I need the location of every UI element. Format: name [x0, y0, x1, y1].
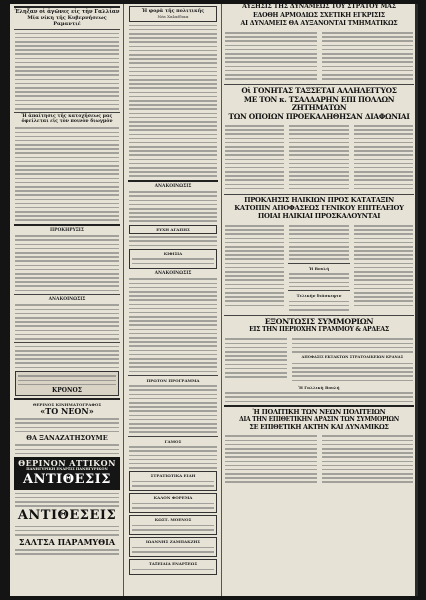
ad-text — [14, 444, 120, 454]
divider — [128, 436, 218, 437]
subcolumn — [291, 336, 414, 384]
notice-body — [14, 235, 120, 291]
bottom-headline-2: ΔΙΑ ΤΗΝ ΕΠΙΘΕΤΙΚΗΝ ΔΡΑΣΙΝ ΤΩΝ ΣΥΜΜΟΡΙΩΝ — [239, 415, 399, 423]
article-body — [288, 122, 349, 192]
column-right — [224, 4, 414, 596]
article-body — [224, 336, 288, 384]
ad-kronos — [15, 371, 119, 396]
bottom-headline-1: Ἡ ΠΟΛΙΤΙΚΗ ΤΩΝ ΝΕΩΝ ΠΟΛΙΤΕΙΩΝ — [252, 407, 386, 416]
article-body — [224, 433, 318, 486]
divider — [224, 84, 414, 85]
program-title: ΠΡΩΤΟΝ ΠΡΟΓΡΑΜΜΑ — [146, 377, 200, 383]
subcolumn — [288, 222, 349, 313]
notice-body — [128, 191, 218, 222]
article-row — [224, 122, 414, 192]
mid-headline-1: ΠΡΟΚΛΗΣΙΣ ΗΛΙΚΙΩΝ ΠΡΟΣ ΚΑΤΑΤΑΞΙΝ — [244, 196, 394, 204]
cinema-name: «ΤΟ ΝΕΟΝ» — [40, 406, 94, 417]
divider — [224, 315, 414, 316]
subcolumn — [353, 222, 414, 313]
column-rule — [123, 4, 124, 596]
divider — [14, 342, 120, 343]
ad-moenos-title: ΚΩΣΤ. ΜΟΕΝΟΣ — [154, 517, 192, 523]
article-body — [224, 225, 285, 306]
ad-stratiotika-title: ΣΤΡΑΤΙΩΤΙΚΑ ΕΙΔΗ — [150, 473, 196, 479]
ad-text — [131, 547, 215, 553]
ad-text — [131, 503, 215, 509]
kronos-logo: ΚΡΟΝΟΣ — [52, 387, 82, 395]
divider — [14, 398, 120, 400]
article-body — [321, 433, 415, 486]
banner-headline-2: ΕΔΟΘΗ ΑΡΜΟΔΙΩΣ ΣΧΕΤΙΚΗ ΕΓΚΡΙΣΙΣ — [253, 11, 385, 19]
article-body — [224, 392, 414, 402]
theatre-subtitle: ΠΑΝΗΓΥΡΙΚΗ ΕΝΑΡΞΙΣ ΠΑΝΗΓΥΡΙΚΟΝ — [26, 467, 108, 472]
ad-kifisia-title: ΚΙΦΙΣΙΑ — [163, 250, 183, 256]
divider — [288, 290, 349, 291]
cinema-subheadline: ΘΑ ΞΑΝΑΖΑΤΗΣΟΥΜΕ — [26, 434, 108, 443]
article-body — [291, 338, 414, 352]
box-title: Ἡ φορὰ τῆς πολιτικῆς — [141, 8, 205, 14]
ad-text — [131, 481, 215, 487]
article-body — [288, 225, 349, 260]
ad-text — [14, 526, 120, 536]
article-row — [224, 336, 414, 384]
ad-evxi-title: ΕΥΧΗ ΑΓΑΠΗΣ — [156, 226, 190, 232]
divider — [128, 180, 218, 182]
lead-headline-2: ΜΕ ΤΟΝ κ. ΤΣΑΛΔΑΡΗΝ ΕΠΙ ΠΟΛΛΩΝ ΖΗΤΗΜΑΤΩΝ — [243, 95, 395, 112]
ad-zampakzis-title: ΙΩΑΝΝΗΣ ΖΑΜΠΑΚΖΗΣ — [145, 539, 201, 545]
section-anakoinoseis-2: ΑΝΑΚΟΙΝΩΣΙΣ — [154, 270, 192, 276]
ad-taxeidia-title: ΤΑΞΕΙΔΙΑ ΕΝΑΡΞΕΩΣ — [148, 561, 198, 567]
article-row — [224, 433, 414, 486]
article-body — [128, 25, 218, 177]
jarn-headline-2: ΕΙΣ ΤΗΝ ΠΕΡΙΟΧΗΝ ΓΡΑΜΜΟΥ & ΑΡΔΕΑΣ — [249, 326, 389, 334]
article-body — [224, 30, 318, 83]
divider — [14, 294, 120, 295]
ad-text — [131, 569, 215, 571]
notice-body — [128, 385, 218, 433]
ad-stratiotika — [129, 471, 217, 491]
banner-headline-3: ΑΙ ΔΥΝΑΜΕΙΣ ΘΑ ΑΥΞΑΝΟΝΤΑΙ ΤΜΗΜΑΤΙΚΩΣ — [240, 20, 398, 27]
section-prokiriksis: ΠΡΟΚΗΡΥΞΙΣ — [50, 227, 84, 233]
ad-taxeidia — [129, 559, 217, 575]
divider — [14, 112, 120, 113]
section-anakoinosis: ΑΝΑΚΟΙΝΩΣΙΣ — [48, 296, 86, 302]
divider — [224, 405, 414, 407]
gamos-title: ΓΑΜΟΣ — [164, 438, 182, 444]
ad-text — [14, 493, 120, 507]
article-body — [14, 33, 120, 110]
headline-persecution: Ἡ ἀπαίτησις τῆς κατοχῆσεως μας ὀφείλεται εἰς τὸν ποινὸν διωγμόν — [21, 114, 113, 124]
subcolumn — [224, 222, 285, 313]
notice-body — [128, 236, 218, 246]
theatre-title: ΘΕΡΙΝΟΝ ΑΤΤΙΚΟΝ — [18, 458, 116, 469]
article-body — [353, 122, 414, 192]
divider — [14, 224, 120, 226]
ad-text — [17, 375, 117, 385]
top-rule — [14, 6, 120, 8]
subbox-vouli: Ἡ Βουλή — [308, 265, 330, 271]
divider — [14, 29, 120, 30]
page-edge — [415, 4, 418, 596]
column-left — [14, 4, 120, 596]
ad-kifisia — [129, 249, 217, 269]
article-row — [224, 30, 414, 83]
box-subtitle: Νέα Χαλκίδικα — [157, 14, 189, 20]
mid-headline-2: ΚΑΤΟΠΙΝ ΑΠΟΦΑΣΕΩΣ ΓΕΝΙΚΟΥ ΕΠΙΤΕΛΕΙΟΥ — [234, 204, 404, 213]
ad-text — [14, 549, 120, 555]
article-body — [321, 30, 415, 83]
divider — [288, 263, 349, 264]
headline-victory: Μία νίκη τῆς Κυβερνήσεως Ραμαντιέ — [27, 15, 107, 27]
subbox-diaskepsi: Τελικὴν διάσκεψιν — [296, 293, 342, 298]
divider — [224, 194, 414, 195]
column-rule — [221, 4, 222, 596]
article-body — [353, 225, 414, 306]
banner-headline-1: ΑΥΞΗΣΙΣ ΤΗΣ ΔΥΝΑΜΕΩΣ ΤΟΥ ΣΤΡΑΤΟΥ ΜΑΣ — [242, 4, 396, 10]
ad-forema — [129, 493, 217, 513]
column-middle — [128, 4, 218, 596]
mid-headline-3: ΠΟΙΑΙ ΗΛΙΚΙΑΙ ΠΡΟΣΚΑΛΟΥΝΤΑΙ — [257, 212, 381, 221]
divider — [128, 375, 218, 376]
ad-text — [14, 418, 120, 432]
article-row — [224, 222, 414, 313]
bottom-headline-3: ΣΕ ΕΠΙΘΕΤΙΚΗ ΑΚΤΗΝ ΚΑΙ ΔΥΝΑΜΙΚΩΣ — [249, 423, 389, 432]
newspaper-page — [10, 4, 418, 596]
notice-body — [14, 346, 120, 369]
article-body — [291, 363, 414, 381]
box-political — [129, 6, 217, 22]
notice-body — [14, 304, 120, 339]
notice-body — [128, 278, 218, 372]
notice-body — [128, 446, 218, 469]
jarn-subheadline: ΑΠΟΦΑΣΙΣ ΕΚΤΑΚΤΩΝ ΣΤΡΑΤΟΔΙΚΕΙΩΝ ΚΡΑΝΑΣ — [301, 355, 404, 360]
lead-headline-1: Οἱ ΓΟΝΗΤΑΣ ΤΑΞΣΕΤΑΙ ΑΛΛΗΛΕΓΓΥΟΣ — [241, 86, 397, 96]
antithesis-title: ΑΝΤΙΘΕΣΙΣ — [23, 472, 111, 488]
article-body — [14, 127, 120, 221]
ad-moenos — [129, 515, 217, 535]
article-body — [288, 273, 349, 287]
lead-headline-3: ΤΩΝ ΟΠΟΙΩΝ ΠΡΟΕΚΑΛΗΘΗΣΑΝ ΔΙΑΦΩΝΙΑΙ — [228, 111, 410, 121]
saltsa-paramythia: ΣΑΛΤΣΑ ΠΑΡΑΜΥΘΙΑ — [18, 537, 116, 548]
jarn-headline-1: ΕΞΟΝΤΩΣΙΣ ΣΥΜΜΟΡΙΩΝ — [264, 317, 374, 327]
section-anakoinoseis: ΑΝΑΚΟΙΝΩΣΙΣ — [154, 183, 192, 189]
article-body — [224, 122, 285, 192]
theatre-ad — [14, 457, 120, 490]
ad-zampakzis — [129, 537, 217, 557]
cinema-header: ΘΕΡΙΝΟΣ ΚΙΝΗΜΑΤΟΓΡΑΦΟΣ — [32, 402, 102, 408]
article-body — [288, 301, 349, 311]
ad-text — [131, 258, 215, 264]
ad-evxi — [129, 225, 217, 234]
antithesis-big: ΑΝΤΙΘΕΣΕΙΣ — [17, 508, 117, 524]
ad-text — [131, 525, 215, 531]
ad-forema-title: ΚΑΛΟΝ ΦΟΡΕΜΑ — [153, 495, 193, 501]
headline-strikes-france: Έληξαν οἱ ἀγῶνες εἰς τὴν Γαλλίαν — [14, 9, 120, 15]
subbox-galliki-vouli: Ἡ Γαλλικὴ Βουλή — [298, 384, 340, 390]
